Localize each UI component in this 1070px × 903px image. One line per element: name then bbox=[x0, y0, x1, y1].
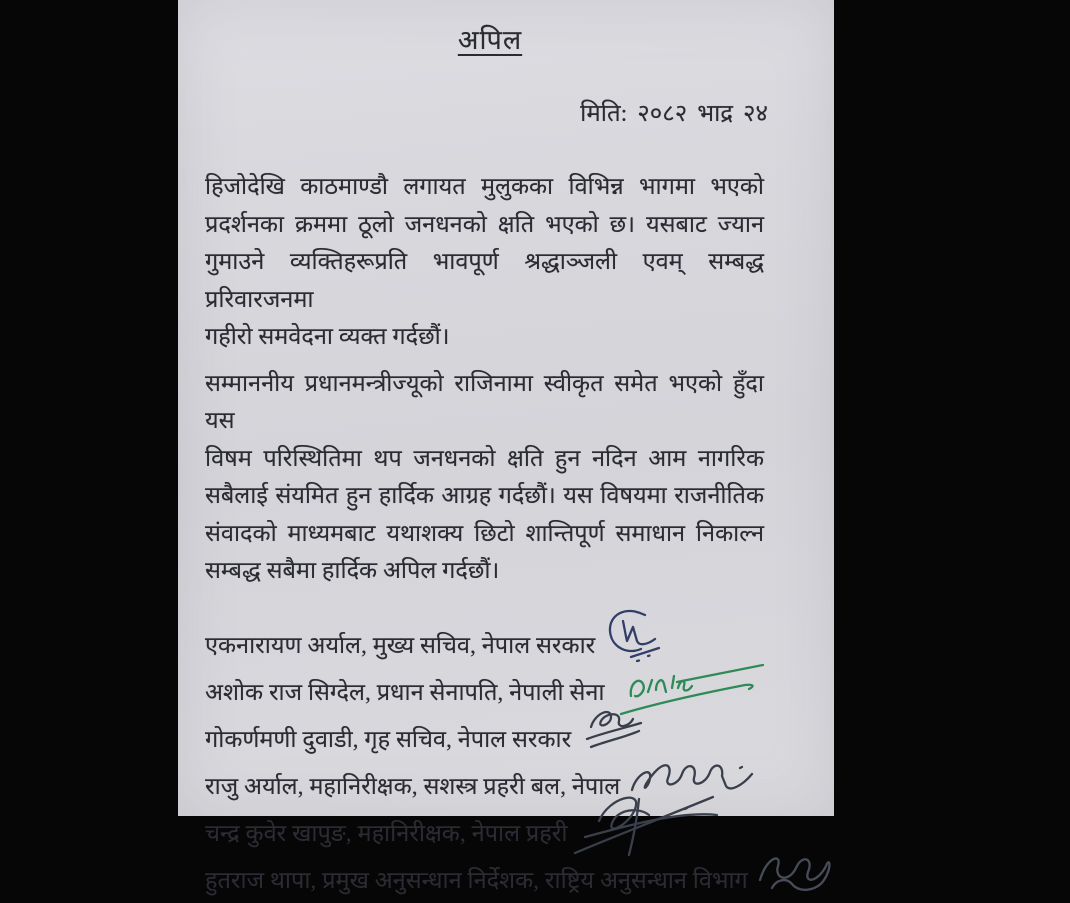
signatory-text: चन्द्र कुवेर खापुङ, महानिरीक्षक, नेपाल प्रहरी bbox=[205, 821, 568, 847]
signatory-text: राजु अर्याल, महानिरीक्षक, सशस्त्र प्रहरी बल, नेपाल bbox=[205, 774, 621, 800]
letter-content bbox=[178, 0, 834, 894]
paragraph-line: संवादको माध्यमबाट यथाशक्य छिटो शान्तिपूर्ण समाधान निकाल्न bbox=[205, 520, 764, 547]
paragraph-line: विषम परिस्थितिमा थप जनधनको क्षति हुन नदिन आम नागरिक bbox=[205, 445, 764, 472]
signatory-row bbox=[205, 856, 834, 903]
paragraph-line: प्रदर्शनका क्रममा ठूलो जनधनको क्षति भएको छ। यसबाट ज्यान bbox=[205, 211, 764, 238]
signatory-text: गोकर्णमणी दुवाडी, गृह सचिव, नेपाल सरकार bbox=[205, 727, 572, 753]
signatory-text: अशोक राज सिग्देल, प्रधान सेनापति, नेपाली सेना bbox=[205, 680, 605, 706]
paragraph-line: हिजोदेखि काठमाण्डौ लगायत मुलुकका विभिन्न भागमा भएको bbox=[205, 174, 764, 200]
paragraph-line: सबैलाई संयमित हुन हार्दिक आग्रह गर्दछौं। यस विषयमा राजनीतिक bbox=[205, 483, 764, 509]
letter-title: अपिल bbox=[457, 25, 523, 55]
handwritten-signature-icon bbox=[569, 781, 719, 859]
paragraph-line: सम्माननीय प्रधानमन्त्रीज्यूको राजिनामा स्वीकृत समेत भएको हुँदा यस bbox=[205, 370, 764, 434]
signatory-row bbox=[205, 668, 834, 715]
signatory-list bbox=[178, 621, 834, 903]
date-line: मिति: २०८२ भाद्र २४ bbox=[580, 101, 768, 127]
signatory-row bbox=[205, 762, 834, 809]
letter-body bbox=[178, 169, 834, 591]
handwritten-signature-icon bbox=[601, 605, 671, 665]
paper-page bbox=[178, 0, 834, 894]
paragraph-1 bbox=[205, 169, 764, 357]
signatory-text: एकनारायण अर्याल, मुख्य सचिव, नेपाल सरकार bbox=[205, 633, 596, 659]
paragraph-2 bbox=[205, 366, 764, 591]
paragraph-line: सम्बद्ध सबैमा हार्दिक अपिल गर्दछौं। bbox=[205, 558, 500, 584]
signatory-text: हुतराज थापा, प्रमुख अनुसन्धान निर्देशक, राष्ट्रिय अनुसन्धान विभाग bbox=[205, 868, 748, 894]
handwritten-signature-icon bbox=[748, 840, 836, 902]
paragraph-line: गहीरो समवेदना व्यक्त गर्दछौं। bbox=[205, 324, 450, 350]
paragraph-line: गुमाउने व्यक्तिहरूप्रति भावपूर्ण श्रद्धाञ्जली एवम् सम्बद्ध प्ररिवारजनमा bbox=[205, 249, 764, 313]
